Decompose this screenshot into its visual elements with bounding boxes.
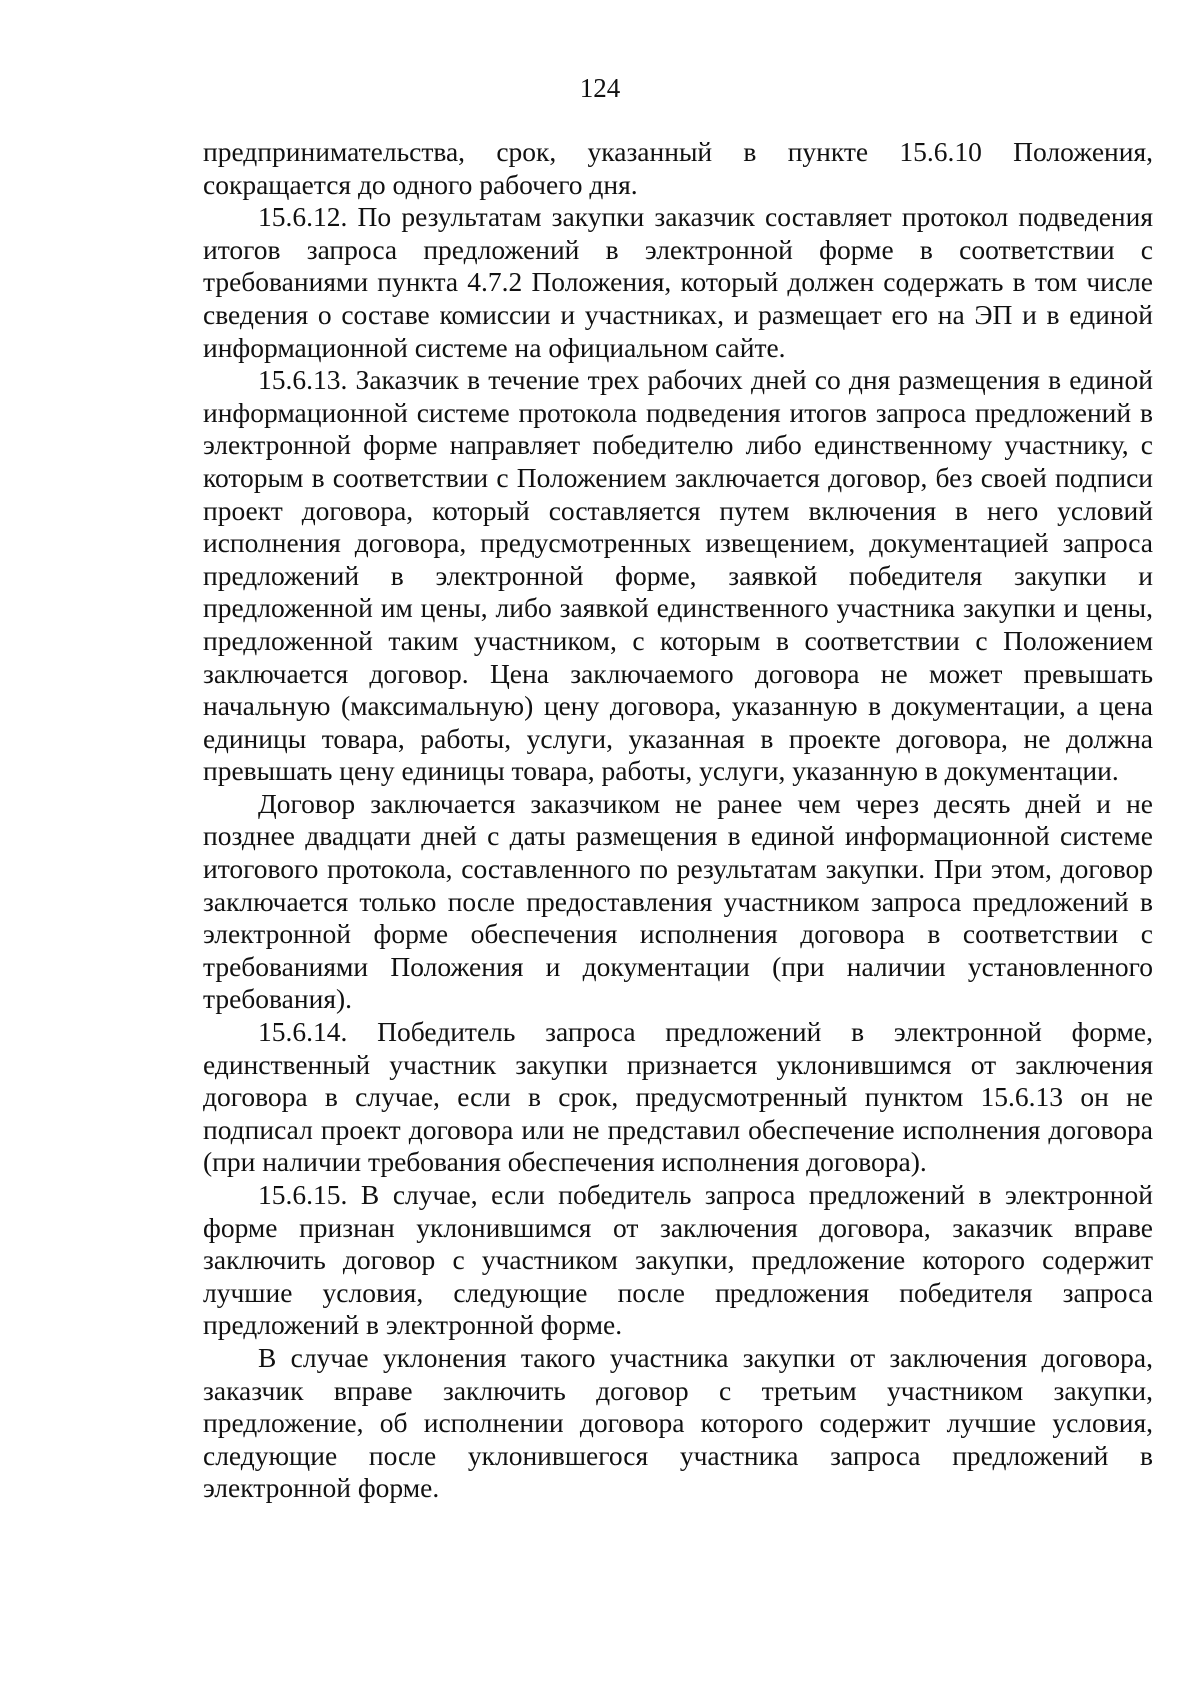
paragraph-15-6-15: 15.6.15. В случае, если победитель запроса предложений в электронной форме признан уклонившимся от заключения договора, заказчик вправе заключить договор с участником закупки, предложение которого содержит лучшие условия, следующие после предложения победителя запроса предложений в электронной форме. [203,1179,1153,1341]
paragraph-evasion-case: В случае уклонения такого участника закупки от заключения договора, заказчик вправе заключить договор с третьим участником закупки, предложение, об исполнении договора которого содержит лучшие условия, следующие после уклонившегося участника запроса предложений в электронной форме. [203,1341,1153,1504]
paragraph-15-6-14: 15.6.14. Победитель запроса предложений в электронной форме, единственный участник закупки признается уклонившимся от заключения договора в случае, если в срок, предусмотренный пунктом 15.6.13 он не подписал проект договора или не представил обеспечение исполнения договора (при наличии требования обеспечения исполнения договора). [203,1016,1153,1178]
paragraph-15-6-12: 15.6.12. По результатам закупки заказчик составляет протокол подведения итогов запроса предложений в электронной форме в соответствии с требованиями пункта 4.7.2 Положения, который должен содержать в том числе сведения о составе комиссии и участниках, и размещает его на ЭП и в единой информационной системе на официальном сайте. [203,201,1153,363]
paragraph-continuation: предпринимательства, срок, указанный в пункте 15.6.10 Положения, сокращается до одного рабочего дня. [203,136,1153,200]
page-number: 124 [579,73,621,103]
paragraph-15-6-13: 15.6.13. Заказчик в течение трех рабочих дней со дня размещения в единой информационной системе протокола подведения итогов запроса предложений в электронной форме направляет победителю либо единственному участнику, с которым в соответствии с Положением заключается договор, без своей подписи проект договора, который составляется путем включения в него условий исполнения договора, предусмотренных извещением, документацией запроса предложений в электронной форме, заявкой победителя закупки и предложенной им цены, либо заявкой единственного участника закупки и цены, предложенной таким участником, с которым в соответствии с Положением заключается договор. Цена заключаемого договора не может превышать начальную (максимальную) цену договора, указанную в документации, а цена единицы товара, работы, услуги, указанная в проекте договора, не должна превышать цену единицы товара, работы, услуги, указанную в документации. [203,364,1153,787]
document-body [203,136,1153,1505]
paragraph-contract-conclusion: Договор заключается заказчиком не ранее чем через десять дней и не позднее двадцати дней с даты размещения в единой информационной системе итогового протокола, составленного по результатам закупки. При этом, договор заключается только после предоставления участником запроса предложений в электронной форме обеспечения исполнения договора в соответствии с требованиями Положения и документации (при наличии установленного требования). [203,787,1153,1015]
